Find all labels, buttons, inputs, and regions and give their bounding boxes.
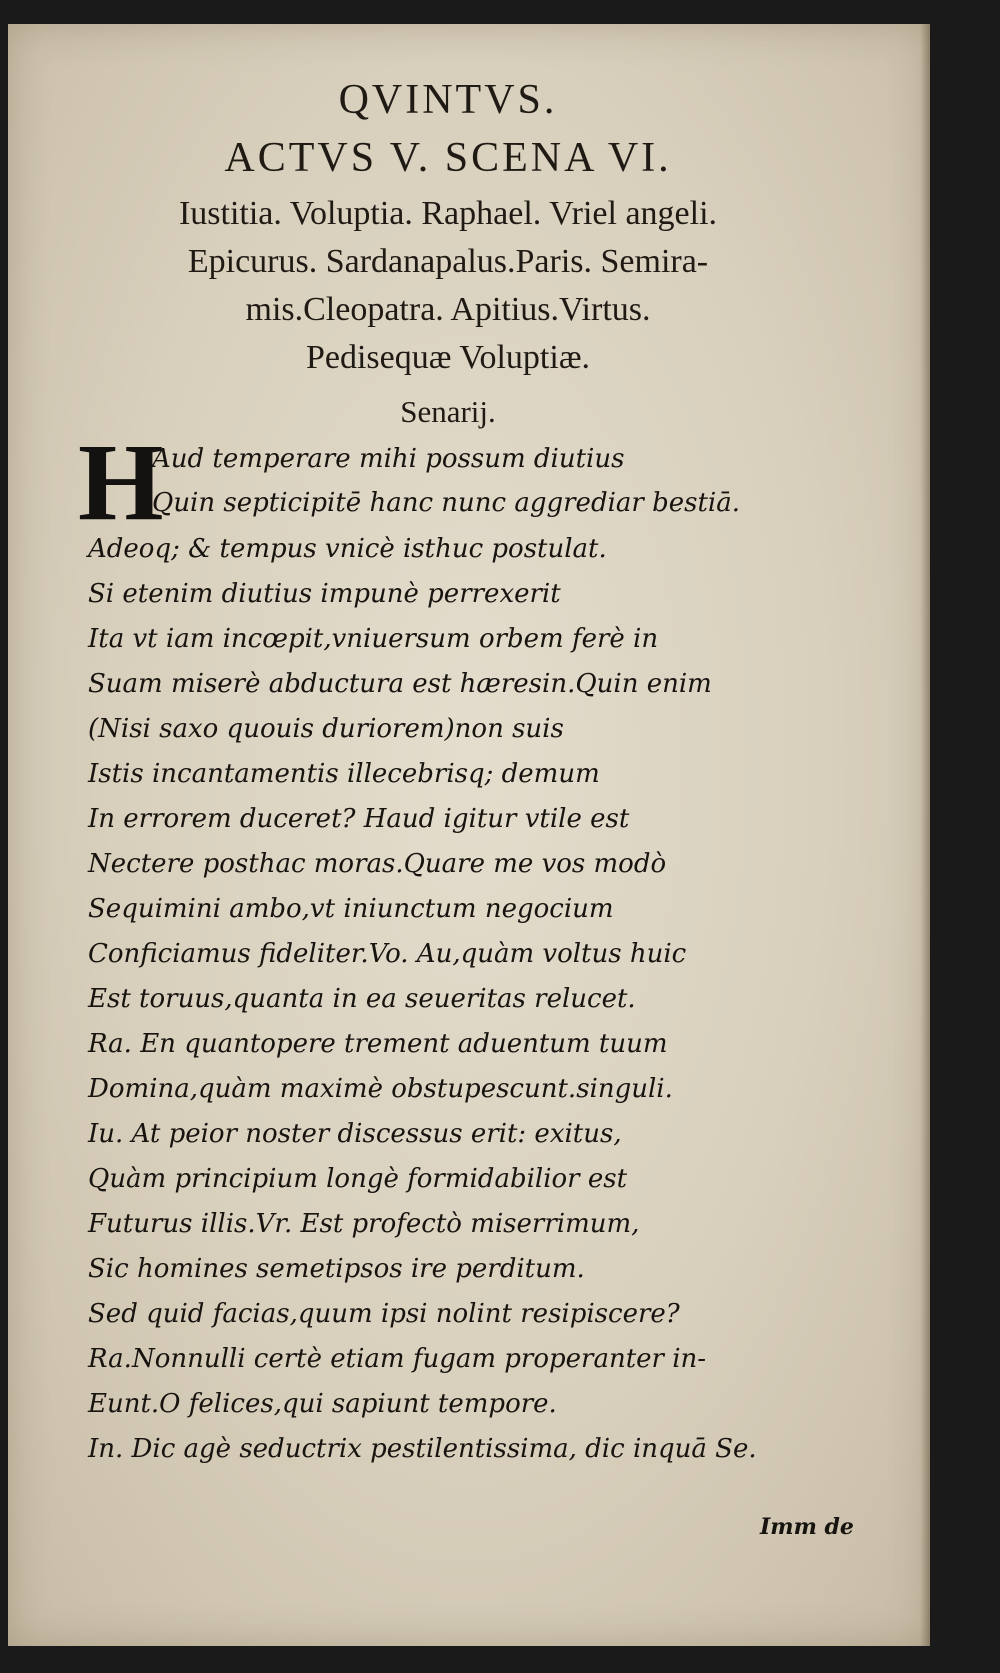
verse-line: Istis incantamentis illecebrisq; demum <box>88 759 600 789</box>
verse-line: Sequimini ambo,vt iniunctum negocium <box>88 894 614 924</box>
verse-line: Futurus illis.Vr. Est profectò miserrimum, <box>88 1209 640 1239</box>
running-head: QVINTVS. <box>338 77 558 123</box>
verse-line: In. Dic agè seductrix pestilentissima, dic inquā Se. <box>88 1434 757 1464</box>
cast-list <box>68 190 828 382</box>
verse-line: Quàm principium longè formidabilior est <box>88 1164 628 1194</box>
verse-line: Conficiamus fideliter.Vo. Au,quàm voltus huic <box>88 939 687 969</box>
verse-line: Quin septicipitē hanc nunc aggrediar bestiā. <box>152 488 740 518</box>
meter-label: Senarij. <box>400 394 496 429</box>
verse-line: Iu. At peior noster discessus erit: exitus, <box>88 1119 622 1149</box>
verse-line: Eunt.O felices,qui sapiunt tempore. <box>88 1389 557 1419</box>
cast-line: Pedisequæ Voluptiæ. <box>305 339 591 376</box>
verse-line: Suam miserè abductura est hæresin.Quin enim <box>88 669 712 699</box>
verse-line: Ita vt iam incœpit,vniuersum orbem ferè in <box>88 624 659 654</box>
drop-cap: H <box>78 421 164 543</box>
verse-line: (Nisi saxo quouis duriorem)non suis <box>88 714 564 744</box>
verse-line: Si etenim diutius impunè perrexerit <box>88 579 561 609</box>
verse-line: Sed quid facias,quum ipsi nolint resipiscere? <box>88 1299 680 1329</box>
verse-line: Domina,quàm maximè obstupescunt.singuli. <box>88 1074 673 1104</box>
verse-line: Ra. En quantopere trement aduentum tuum <box>88 1029 668 1059</box>
cast-line: Iustitia. Voluptia. Raphael. Vriel angeli. <box>178 195 718 232</box>
book-page <box>8 24 930 1646</box>
verse-line: Est toruus,quanta in ea seueritas relucet. <box>88 984 636 1014</box>
act-scene-heading: ACTVS V. SCENA VI. <box>224 135 672 181</box>
verse-line: Aud temperare mihi possum diutius <box>152 444 625 474</box>
verse-line: In errorem duceret? Haud igitur vtile est <box>88 804 630 834</box>
verse-line: Ra.Nonnulli certè etiam fugam properanter in- <box>88 1344 707 1374</box>
cast-line: Epicurus. Sardanapalus.Paris. Semira- <box>187 243 709 280</box>
cast-line: mis.Cleopatra. Apitius.Virtus. <box>245 291 651 328</box>
catchword: Imm de <box>760 1514 854 1540</box>
verse-line: Sic homines semetipsos ire perditum. <box>88 1254 585 1284</box>
verse-line: Nectere posthac moras.Quare me vos modò <box>88 849 667 879</box>
verse-line: Adeoq; & tempus vnicè isthuc postulat. <box>88 534 607 564</box>
